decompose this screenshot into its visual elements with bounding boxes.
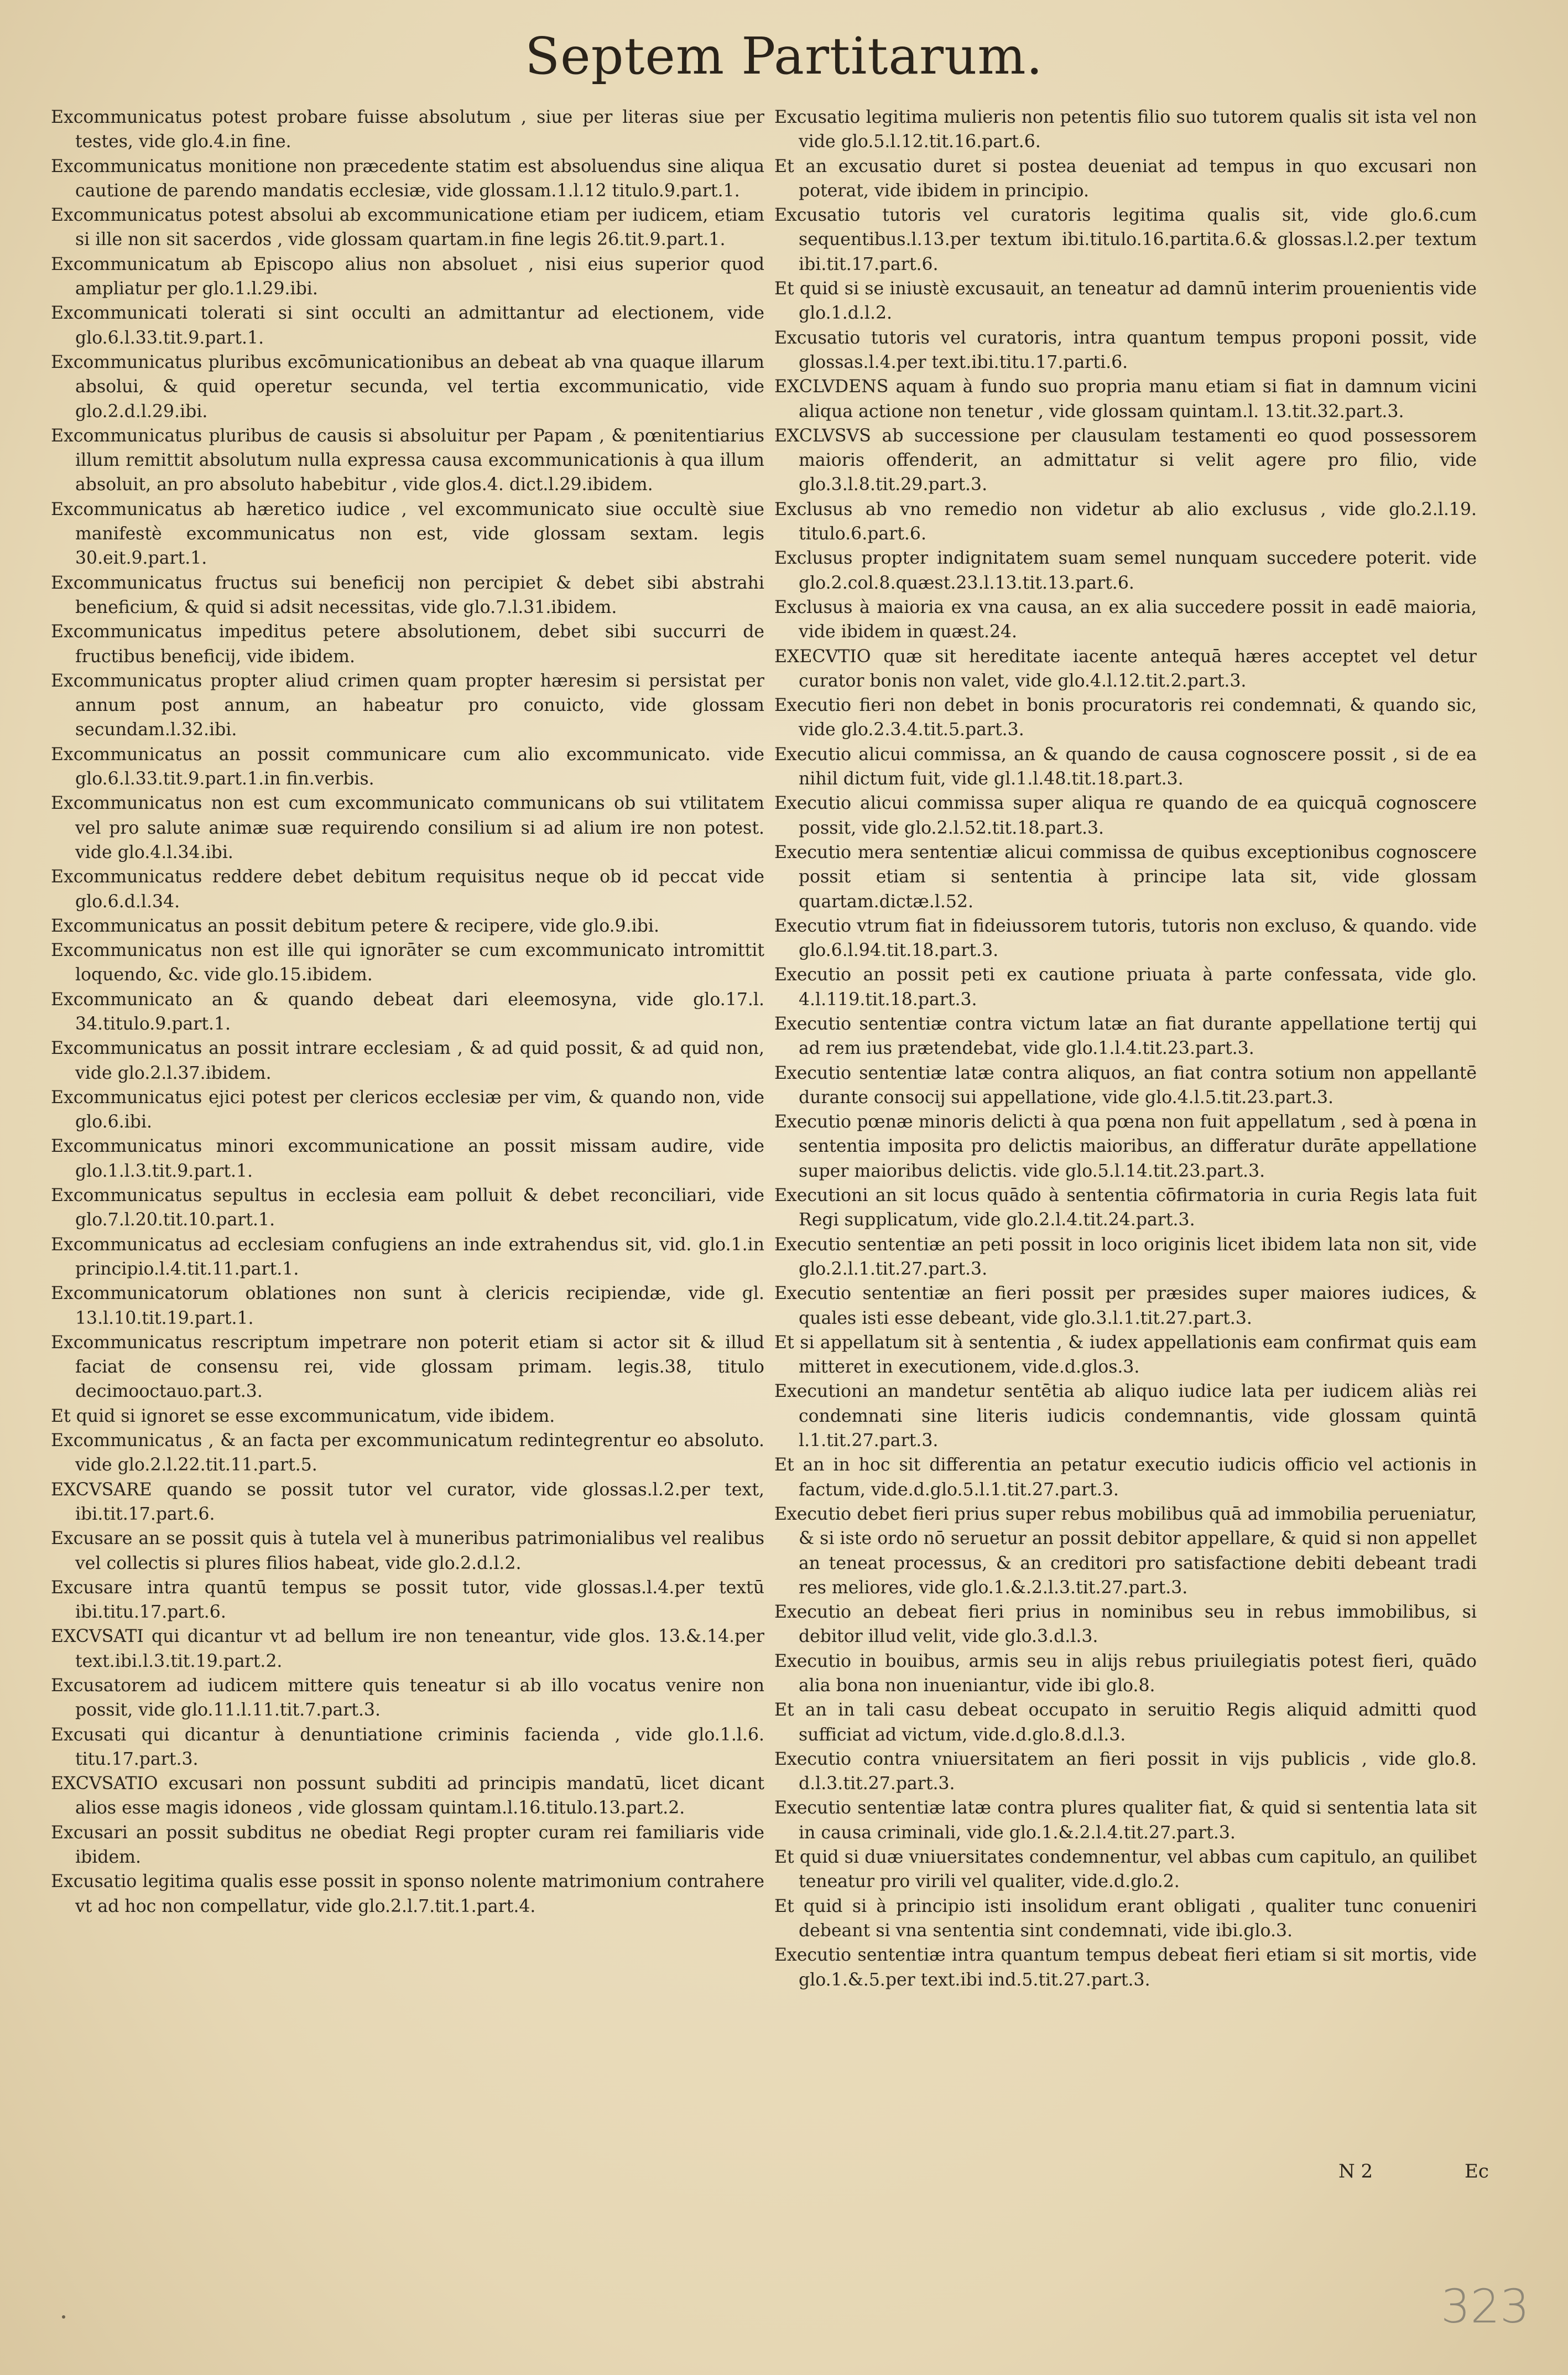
index-entry: Excommunicatorum oblationes non sunt à clericis recipiendæ, vide gl. 13.l.10.tit.19.part.1.: [51, 1283, 764, 1328]
index-entry: Excusare intra quantū tempus se possit tutor, vide glossas.l.4.per textū ibi.titu.17.part.6.: [51, 1577, 764, 1623]
index-entry: Executio an debeat fieri prius in nominibus seu in rebus immobilibus, si debitor illud velit, vide glo.3.d.l.3.: [774, 1602, 1477, 1647]
index-column-right: [774, 105, 1477, 1992]
index-entry: Executio alicui commissa super aliqua re quando de ea quicquā cognoscere possit, vide glo.2.l.52.tit.18.part.3.: [774, 793, 1477, 838]
index-entry: EXCVSATI qui dicantur vt ad bellum ire non teneantur, vide glos. 13.&.14.per text.ibi.l.3.tit.19.part.2.: [51, 1626, 764, 1671]
index-entry: Et quid si se iniustè excusauit, an teneatur ad damnū interim prouenientis vide glo.1.d.l.2.: [774, 279, 1477, 324]
index-entry: Excommunicato an & quando debeat dari eleemosyna, vide glo.17.l. 34.titulo.9.part.1.: [51, 989, 764, 1034]
index-entry: Executio vtrum fiat in fideiussorem tutoris, tutoris non excluso, & quando. vide glo.6.l.94.tit.18.part.3.: [774, 916, 1477, 961]
index-entry: Executio pœnæ minoris delicti à qua pœna non fuit appellatum , sed à pœna in sententia imposita pro delictis maioribus, an differatur durāte appellatione super maioribus delictis. vide glo.5.l.14.tit.23.part.3.: [774, 1112, 1477, 1181]
index-entry: Excusati qui dicantur à denuntiatione criminis facienda , vide glo.1.l.6. titu.17.part.3.: [51, 1724, 764, 1769]
index-entry: Excusatio tutoris vel curatoris, intra quantum tempus proponi possit, vide glossas.l.4.per text.ibi.titu.17.parti.6.: [774, 328, 1477, 372]
index-entry: EXCVSARE quando se possit tutor vel curator, vide glossas.l.2.per text, ibi.tit.17.part.6.: [51, 1479, 764, 1524]
index-entry: Excommunicatus monitione non præcedente statim est absoluendus sine aliqua cautione de parendo mandatis ecclesiæ, vide glossam.1.l.12 titulo.9.part.1.: [51, 156, 764, 201]
index-entry: Executio contra vniuersitatem an fieri possit in vijs publicis , vide glo.8. d.l.3.tit.27.part.3.: [774, 1749, 1477, 1794]
index-entry: Excommunicatus rescriptum impetrare non poterit etiam si actor sit & illud faciat de consensu rei, vide glossam primam. legis.38, titulo decimooctauo.part.3.: [51, 1332, 764, 1402]
index-entry: Excommunicatus non est ille qui ignorāter se cum excommunicato intromittit loquendo, &c. vide glo.15.ibidem.: [51, 940, 764, 985]
index-entry: Executio sententiæ an peti possit in loco originis licet ibidem lata non sit, vide glo.2.l.1.tit.27.part.3.: [774, 1234, 1477, 1279]
index-entry: Excommunicatus propter aliud crimen quam propter hæresim si persistat per annum post annum, an habeatur pro conuicto, vide glossam secundam.l.32.ibi.: [51, 671, 764, 740]
index-entry: Et quid si duæ vniuersitates condemnentur, vel abbas cum capitulo, an quilibet teneatur pro virili vel qualiter, vide.d.glo.2.: [774, 1847, 1477, 1892]
catchword: Ec: [1465, 2160, 1489, 2182]
index-entry: Executio an possit peti ex cautione priuata à parte confessata, vide glo. 4.l.119.tit.18.part.3.: [774, 965, 1477, 1010]
index-entry: Executioni an mandetur sentētia ab aliquo iudice lata per iudicem aliàs rei condemnati sine literis iudicis condemnantis, vide glossam quintā l.1.tit.27.part.3.: [774, 1381, 1477, 1451]
running-title: Septem Partitarum.: [525, 27, 1043, 86]
folio-number: 323: [1441, 2279, 1530, 2334]
index-entry: Et an in tali casu debeat occupato in seruitio Regis aliquid admitti quod sufficiat ad victum, vide.d.glo.8.d.l.3.: [774, 1700, 1477, 1745]
index-entry: EXCLVDENS aquam à fundo suo propria manu etiam si fiat in damnum vicini aliqua actione non tenetur , vide glossam quintam.l. 13.tit.32.part.3.: [774, 377, 1477, 422]
index-entry: Excusari an possit subditus ne obediat Regi propter curam rei familiaris vide ibidem.: [51, 1822, 764, 1868]
index-entry: Excusatio legitima qualis esse possit in sponso nolente matrimonium contrahere vt ad hoc non compellatur, vide glo.2.l.7.tit.1.part.4.: [51, 1872, 764, 1916]
index-entry: Excommunicatus ab hæretico iudice , vel excommunicato siue occultè siue manifestè excommunicatus non est, vide glossam sextam. legis 30.eit.9.part.1.: [51, 499, 764, 569]
index-entry: Excommunicatus fructus sui beneficij non percipiet & debet sibi abstrahi beneficium, & quid si adsit necessitas, vide glo.7.l.31.ibidem.: [51, 573, 764, 617]
index-entry: Excommunicatus potest absolui ab excommunicatione etiam per iudicem, etiam si ille non sit sacerdos , vide glossam quartam.in fine legis 26.tit.9.part.1.: [51, 205, 764, 250]
index-entry: Excommunicatus an possit intrare ecclesiam , & ad quid possit, & ad quid non, vide glo.2.l.37.ibidem.: [51, 1038, 764, 1083]
index-entry: Excommunicatus pluribus excōmunicationibus an debeat ab vna quaque illarum absolui, & quid operetur secunda, vel tertia excommunicatio, vide glo.2.d.l.29.ibi.: [51, 352, 764, 422]
index-entry: Excommunicatus , & an facta per excommunicatum redintegrentur eo absoluto. vide glo.2.l.22.tit.11.part.5.: [51, 1431, 764, 1475]
index-entry: Executio sententiæ intra quantum tempus debeat fieri etiam si sit mortis, vide glo.1.&.5.per text.ibi ind.5.tit.27.part.3.: [774, 1945, 1477, 1990]
index-entry: Et an excusatio duret si postea deueniat ad tempus in quo excusari non poterat, vide ibidem in principio.: [774, 156, 1477, 201]
index-entry: Executio in bouibus, armis seu in alijs rebus priuilegiatis potest fieri, quādo alia bona non inueniantur, vide ibi glo.8.: [774, 1651, 1477, 1696]
index-entry: Excusatorem ad iudicem mittere quis teneatur si ab illo vocatus venire non possit, vide glo.11.l.11.tit.7.part.3.: [51, 1676, 764, 1721]
index-entry: Excommunicatus an possit communicare cum alio excommunicato. vide glo.6.l.33.tit.9.part.1.in fin.verbis.: [51, 744, 764, 789]
index-entry: Executio debet fieri prius super rebus mobilibus quā ad immobilia perueniatur, & si iste ordo nō seruetur an possit debitor appellare, & quid si non appellet an teneat processus, & an creditori pro satisfactione debiti debeant tradi res meliores, vide glo.1.&.2.l.3.tit.27.part.3.: [774, 1504, 1477, 1598]
index-entry: Excommunicatus potest probare fuisse absolutum , siue per literas siue per testes, vide glo.4.in fine.: [51, 107, 764, 152]
index-entry: Et quid si ignoret se esse excommunicatum, vide ibidem.: [51, 1406, 555, 1426]
index-entry: EXCLVSVS ab successione per clausulam testamenti eo quod possessorem maioris offenderit, an admittatur si velit agere pro filio, vide glo.3.l.8.tit.29.part.3.: [774, 425, 1477, 495]
index-entry: Executioni an sit locus quādo à sententia cōfirmatoria in curia Regis lata fuit Regi supplicatum, vide glo.2.l.4.tit.24.part.3.: [774, 1186, 1477, 1230]
index-entry: Excommunicatus ad ecclesiam confugiens an inde extrahendus sit, vid. glo.1.in principio.l.4.tit.11.part.1.: [51, 1234, 764, 1279]
index-entry: Executio mera sententiæ alicui commissa de quibus exceptionibus cognoscere possit etiam si sententia à principe lata sit, vide glossam quartam.dictæ.l.52.: [774, 842, 1477, 912]
index-entry: Excommunicatus reddere debet debitum requisitus neque ob id peccat vide glo.6.d.l.34.: [51, 867, 764, 912]
index-entry: Et an in hoc sit differentia an petatur executio iudicis officio vel actionis in factum, vide.d.glo.5.l.1.tit.27.part.3.: [774, 1455, 1477, 1500]
index-entry: Exclusus ab vno remedio non videtur ab alio exclusus , vide glo.2.l.19. titulo.6.part.6.: [774, 499, 1477, 544]
index-entry: Exclusus propter indignitatem suam semel nunquam succedere poterit. vide glo.2.col.8.quæst.23.l.13.tit.13.part.6.: [774, 548, 1477, 593]
index-entry: Et quid si à principio isti insolidum erant obligati , qualiter tunc conueniri debeant si vna sententia sint condemnati, vide ibi.glo.3.: [774, 1896, 1477, 1941]
index-entry: Excusare an se possit quis à tutela vel à muneribus patrimonialibus vel realibus vel collectis si plures filios habeat, vide glo.2.d.l.2.: [51, 1529, 764, 1573]
index-entry: Executio sententiæ latæ contra aliquos, an fiat contra sotium non appellantē durante consocij sui appellatione, vide glo.4.l.5.tit.23.part.3.: [774, 1063, 1477, 1108]
signature-mark: N 2: [1338, 2160, 1373, 2182]
index-entry: Excusatio tutoris vel curatoris legitima qualis sit, vide glo.6.cum sequentibus.l.13.per textum ibi.titulo.16.partita.6.& glossas.l.2.per textum ibi.tit.17.part.6.: [774, 205, 1477, 274]
index-entry: Excommunicatus impeditus petere absolutionem, debet sibi succurri de fructibus beneficij, vide ibidem.: [51, 622, 764, 667]
index-entry: Et si appellatum sit à sententia , & iudex appellationis eam confirmat quis eam mitteret in executionem, vide.d.glos.3.: [774, 1332, 1477, 1378]
index-entry: Executio alicui commissa, an & quando de causa cognoscere possit , si de ea nihil dictum fuit, vide gl.1.l.48.tit.18.part.3.: [774, 744, 1477, 789]
index-entry: EXECVTIO quæ sit hereditate iacente antequā hæres acceptet vel detur curator bonis non valet, vide glo.4.l.12.tit.2.part.3.: [774, 646, 1477, 691]
index-entry: Excommunicatus minori excommunicatione an possit missam audire, vide glo.1.l.3.tit.9.part.1.: [51, 1136, 764, 1181]
index-entry: Excommunicatus non est cum excommunicato communicans ob sui vtilitatem vel pro salute animæ suæ requirendo consilium si ad alium ire non potest. vide glo.4.l.34.ibi.: [51, 793, 764, 862]
index-entry: Exclusus à maioria ex vna causa, an ex alia succedere possit in eadē maioria, vide ibidem in quæst.24.: [774, 597, 1477, 642]
index-column-left: [51, 105, 764, 1919]
index-entry: Executio sententiæ an fieri possit per præsides super maiores iudices, & quales isti esse debeant, vide glo.3.l.1.tit.27.part.3.: [774, 1283, 1477, 1328]
index-entry: Executio sententiæ contra victum latæ an fiat durante appellatione tertij qui ad rem ius prætendebat, vide glo.1.l.4.tit.23.part.3.: [774, 1014, 1477, 1059]
index-entry: EXCVSATIO excusari non possunt subditi ad principis mandatū, licet dicant alios esse magis idoneos , vide glossam quintam.l.16.titulo.13.part.2.: [51, 1774, 764, 1818]
index-entry: Excusatio legitima mulieris non petentis filio suo tutorem qualis sit ista vel non vide glo.5.l.12.tit.16.part.6.: [774, 107, 1477, 152]
index-entry: Executio sententiæ latæ contra plures qualiter fiat, & quid si sententia lata sit in causa criminali, vide glo.1.&.2.l.4.tit.27.part.3.: [774, 1798, 1477, 1843]
index-entry: Excommunicatus pluribus de causis si absoluitur per Papam , & pœnitentiarius illum remittit absolutum nulla expressa causa excommunicationis à qua illum absoluit, an pro absoluto habebitur , vide glos.4. dict.l.29.ibidem.: [51, 425, 764, 495]
index-entry: Executio fieri non debet in bonis procuratoris rei condemnati, & quando sic, vide glo.2.3.4.tit.5.part.3.: [774, 695, 1477, 740]
index-entry: Excommunicatus an possit debitum petere & recipere, vide glo.9.ibi.: [51, 916, 660, 936]
index-entry: Excommunicatus ejici potest per clericos ecclesiæ per vim, & quando non, vide glo.6.ibi.: [51, 1087, 764, 1132]
index-entry: Excommunicatus sepultus in ecclesia eam polluit & debet reconciliari, vide glo.7.l.20.tit.10.part.1.: [51, 1186, 764, 1230]
index-entry: Excommunicati tolerati si sint occulti an admittantur ad electionem, vide glo.6.l.33.tit.9.part.1.: [51, 303, 764, 348]
index-entry: Excommunicatum ab Episcopo alius non absoluet , nisi eius superior quod ampliatur per glo.1.l.29.ibi.: [51, 254, 764, 299]
ink-dot: [62, 2315, 65, 2319]
